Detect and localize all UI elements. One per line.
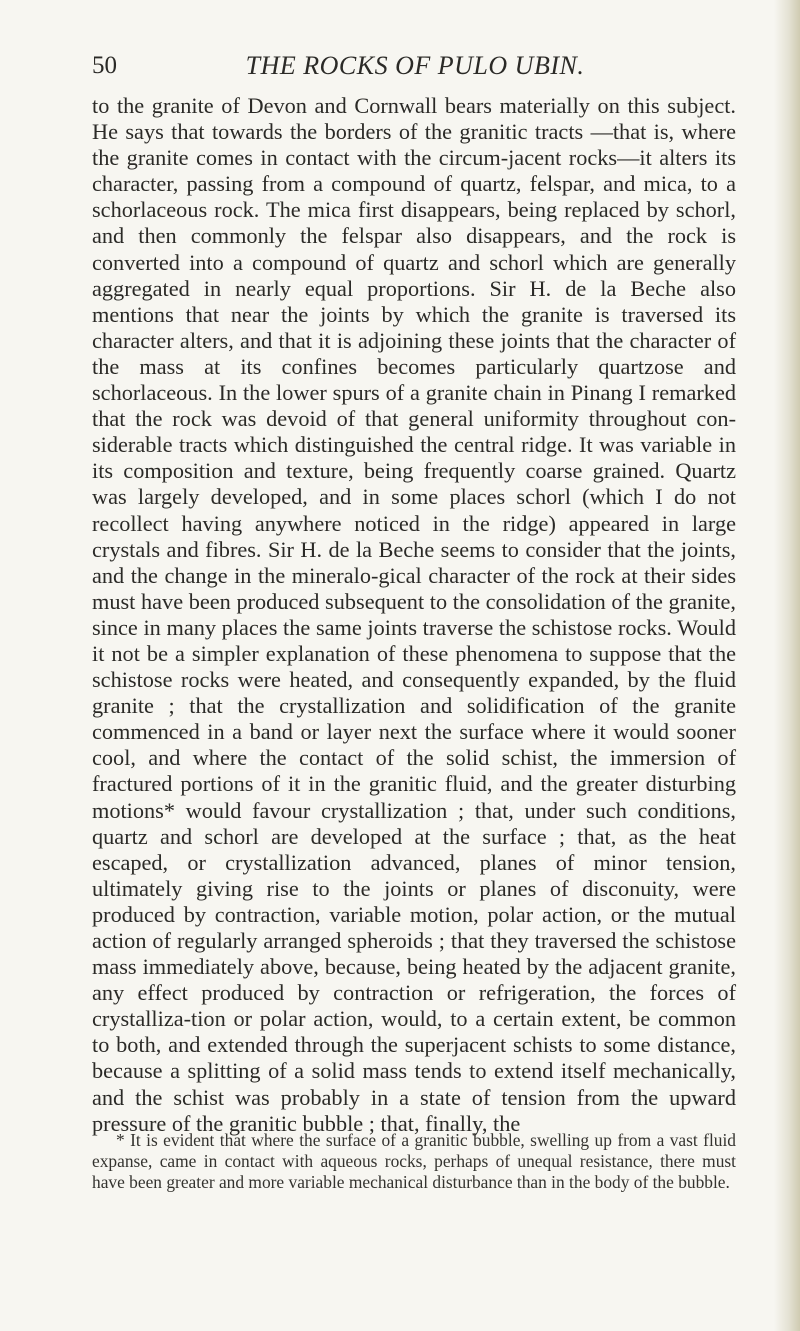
page-number: 50 — [92, 52, 117, 79]
page-edge-shadow — [774, 0, 800, 1331]
footnote: * It is evident that where the surface of a granitic bubble, swelling up from a vast fluid expanse, came in contact with aqueous rocks, perhaps of unequal resistance, there must have been greater and more variable mechanical disturbance than in the body of the bubble. — [92, 1130, 736, 1192]
body-paragraph: to the granite of Devon and Cornwall bears materially on this subject. He says that towards the borders of the granitic tracts —that is, where the granite comes in contact with the circum-jacent rocks—it alters its character, passing from a compound of quartz, felspar, and mica, to a schorlaceous rock. The mica first disappears, being replaced by schorl, and then commonly the felspar also disappears, and the rock is converted into a compound of quartz and schorl which are generally aggregated in nearly equal proportions. Sir H. de la Beche also mentions that near the joints by which the granite is traversed its character alters, and that it is adjoining these joints that the character of the mass at its confines becomes particularly quartzose and schorlaceous. In the lower spurs of a granite chain in Pinang I remarked that the rock was devoid of that general uniformity throughout con-siderable tracts which distinguished the central ridge. It was variable in its composition and texture, being frequently coarse grained. Quartz was largely developed, and in some places schorl (which I do not recollect having anywhere noticed in the ridge) appeared in large crystals and fibres. Sir H. de la Beche seems to consider that the joints, and the change in the mineralo-gical character of the rock at their sides must have been produced subsequent to the consolidation of the granite, since in many places the same joints traverse the schistose rocks. Would it not be a simpler explanation of these phenomena to suppose that the schistose rocks were heated, and consequently expanded, by the fluid granite ; that the crystallization and solidification of the granite commenced in a band or layer next the surface where it would sooner cool, and where the contact of the solid schist, the immersion of fractured portions of it in the granitic fluid, and the greater disturbing motions* would favour crystallization ; that, under such conditions, quartz and schorl are developed at the surface ; that, as the heat escaped, or crystallization advanced, planes of minor tension, ultimately giving rise to the joints or planes of disconuity, were produced by contraction, variable motion, polar action, or the mutual action of regularly arranged spheroids ; that they traversed the schistose mass immediately above, because, being heated by the adjacent granite, any effect produced by contraction or refrigeration, the forces of crystalliza-tion or polar action, would, to a certain extent, be common to both, and extended through the superjacent schists to some distance, because a splitting of a solid mass tends to extend itself mechanically, and the schist was probably in a state of tension from the upward pressure of the granitic bubble ; that, finally, the — [92, 93, 736, 1136]
running-title: THE ROCKS OF PULO UBIN. — [245, 51, 585, 80]
page-header — [92, 50, 738, 90]
